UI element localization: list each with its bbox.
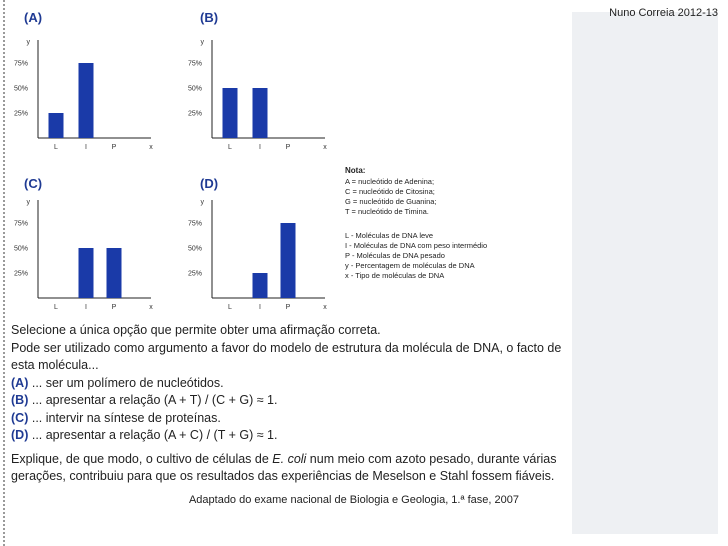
chart-b-bar-l	[223, 88, 238, 138]
chart-b-y-label: y	[200, 39, 204, 46]
question-block	[11, 322, 571, 509]
chart-c-bar-p	[107, 248, 122, 298]
legend-y: y - Percentagem de moléculas de DNA	[345, 261, 475, 270]
chart-d-bar-i	[253, 273, 268, 298]
nota-base-a: A = nucleótido de Adenina;	[345, 177, 435, 186]
option-d-text: ... apresentar a relação (A + C) / (T + G) ≈ 1.	[31, 428, 278, 442]
chart-a-x-tick-p: P	[111, 144, 117, 151]
legend-l: L - Moléculas de DNA leve	[345, 231, 434, 240]
chart-d-y-tick-50: 50%	[187, 245, 202, 253]
chart-b-bar-i	[253, 88, 268, 138]
chart-a-bar-i	[79, 63, 94, 138]
chart-c-y-tick-50: 50%	[13, 245, 28, 253]
chart-d-y-tick-75: 75%	[187, 220, 202, 228]
author-credit: Nuno Correia 2012-13	[609, 7, 718, 19]
chart-b-x-tick-p: P	[285, 144, 291, 151]
charts-figure	[0, 0, 345, 312]
chart-c-y-tick-25: 25%	[13, 270, 28, 278]
chart-a-x-tick-l: L	[54, 144, 58, 151]
nota-base-g: G = nucleótido de Guanina;	[345, 197, 437, 206]
source-citation: Adaptado do exame nacional de Biologia e Geologia, 1.ª fase, 2007	[188, 493, 519, 506]
side-panel	[572, 12, 718, 534]
chart-b-x-label: x	[323, 144, 327, 151]
chart-d-letter: (D)	[200, 176, 219, 191]
nota-base-t: T = nucleótido de Timina.	[345, 207, 429, 216]
option-c	[11, 410, 571, 428]
chart-b-y-tick-25: 25%	[187, 110, 202, 118]
species-name: E. coli	[272, 451, 307, 466]
chart-d-y-label: y	[200, 199, 204, 206]
chart-a-letter: (A)	[24, 10, 43, 25]
chart-d-x-tick-p: P	[285, 304, 291, 311]
legend-x: x - Tipo de moléculas de DNA	[345, 271, 445, 280]
chart-a-y-label: y	[26, 39, 30, 46]
chart-d-x-tick-l: L	[228, 304, 232, 311]
chart-c-letter: (C)	[24, 176, 43, 191]
legend-p: P - Moléculas de DNA pesado	[345, 251, 445, 260]
chart-c-y-tick-75: 75%	[13, 220, 28, 228]
chart-d-y-tick-25: 25%	[187, 270, 202, 278]
option-c-text: ... intervir na síntese de proteínas.	[31, 410, 221, 425]
chart-c-y-label: y	[26, 199, 30, 206]
option-d-letter: (D)	[11, 428, 29, 442]
option-a	[11, 375, 571, 393]
question-intro: Selecione a única opção que permite obter uma afirmação correta.	[11, 323, 381, 337]
option-b	[11, 392, 571, 410]
chart-c-bar-i	[79, 248, 94, 298]
chart-b-x-tick-i: I	[259, 144, 261, 151]
option-d	[11, 427, 571, 445]
nota-box	[345, 166, 487, 281]
option-a-text: ... ser um polímero de nucleótidos.	[31, 375, 224, 390]
nota-title: Nota:	[345, 166, 366, 175]
chart-d-x-tick-i: I	[259, 304, 261, 311]
chart-c-x-tick-l: L	[54, 304, 58, 311]
chart-a-y-tick-25: 25%	[13, 110, 28, 118]
legend-i: I - Moléculas de DNA com peso intermédio	[345, 241, 488, 250]
chart-d-x-label: x	[323, 304, 327, 311]
chart-b-y-tick-50: 50%	[187, 85, 202, 93]
option-c-letter: (C)	[11, 410, 29, 425]
chart-d-bar-p	[281, 223, 296, 298]
option-b-text: ... apresentar a relação (A + T) / (C + G) ≈ 1.	[31, 393, 278, 407]
chart-c-x-tick-i: I	[85, 304, 87, 311]
chart-a-x-label: x	[149, 144, 153, 151]
chart-b-y-tick-75: 75%	[187, 60, 202, 68]
explain-prompt: Explique, de que modo, o cultivo de células de E. coli num meio com azoto pesado, durante várias gerações, contribuiu para que os resultados das experiências de Meselson e Stahl fossem fiáveis.	[11, 451, 557, 483]
chart-a-x-tick-i: I	[85, 144, 87, 151]
chart-a-y-tick-75: 75%	[13, 60, 28, 68]
option-b-letter: (B)	[11, 393, 29, 407]
question-stem: Pode ser utilizado como argumento a favor do modelo de estrutura da molécula de DNA, o facto de esta molécula...	[11, 340, 562, 372]
nota-base-c: C = nucleótido de Citosina;	[345, 187, 435, 196]
chart-a-bar-l	[49, 113, 64, 138]
chart-b-x-tick-l: L	[228, 144, 232, 151]
chart-c-x-label: x	[149, 304, 153, 311]
option-a-letter: (A)	[11, 375, 29, 390]
chart-c-x-tick-p: P	[111, 304, 117, 311]
chart-a-y-tick-50: 50%	[13, 85, 28, 93]
chart-b-letter: (B)	[200, 10, 219, 25]
